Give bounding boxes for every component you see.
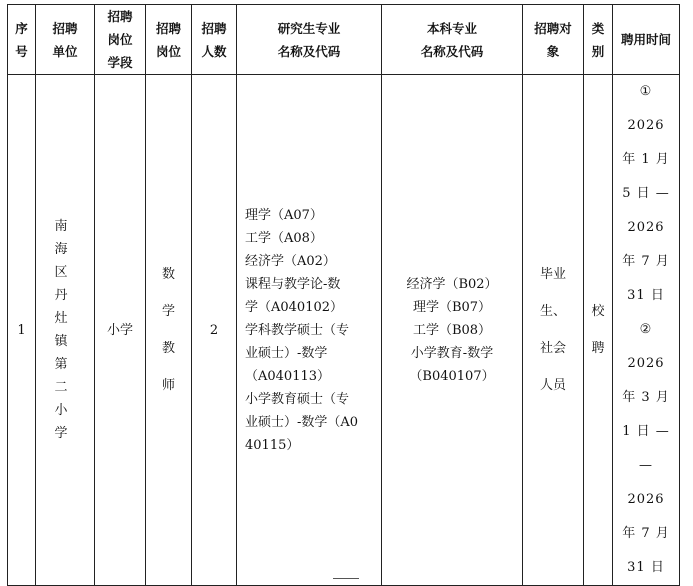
recruitment-table	[7, 4, 680, 586]
header-unit: 招聘 单位	[36, 5, 95, 75]
header-stage: 招聘 岗位 学段	[95, 5, 146, 75]
header-count: 招聘 人数	[192, 5, 237, 75]
cell-hire-time: ① 2026 年 1 月 5 日 — 2026 年 7 月 31 日 ② 2026 年 3 月 1 日 — — 2026 年 7 月 31 日	[613, 75, 680, 586]
header-hire-time: 聘用时间	[613, 5, 680, 75]
cell-seq: 1	[8, 75, 36, 586]
cell-undergrad-majors: 经济学（B02） 理学（B07） 工学（B08） 小学教育-数学 （B040107）	[382, 75, 523, 586]
header-category: 类 别	[584, 5, 613, 75]
cell-unit: 南海区丹灶镇第二小学	[36, 75, 95, 586]
cell-category: 校聘	[584, 75, 613, 586]
cell-grad-majors: 理学（A07） 工学（A08） 经济学（A02） 课程与教学论-数 学（A040102） 学科教学硕士（专 业硕士）-数学 （A040113） 小学教育硕士（专 业硕士）-数学（A0 40115）	[237, 75, 382, 586]
header-seq: 序 号	[8, 5, 36, 75]
header-row	[8, 5, 680, 75]
cell-target: 毕业生、社会人员	[523, 75, 584, 586]
header-target: 招聘对 象	[523, 5, 584, 75]
header-grad-majors: 研究生专业 名称及代码	[237, 5, 382, 75]
cell-position: 数学教师	[146, 75, 192, 586]
header-position: 招聘 岗位	[146, 5, 192, 75]
table-row	[8, 75, 680, 586]
cell-count: 2	[192, 75, 237, 586]
header-undergrad-majors: 本科专业 名称及代码	[382, 5, 523, 75]
cell-stage: 小学	[95, 75, 146, 586]
page-divider	[333, 578, 359, 582]
